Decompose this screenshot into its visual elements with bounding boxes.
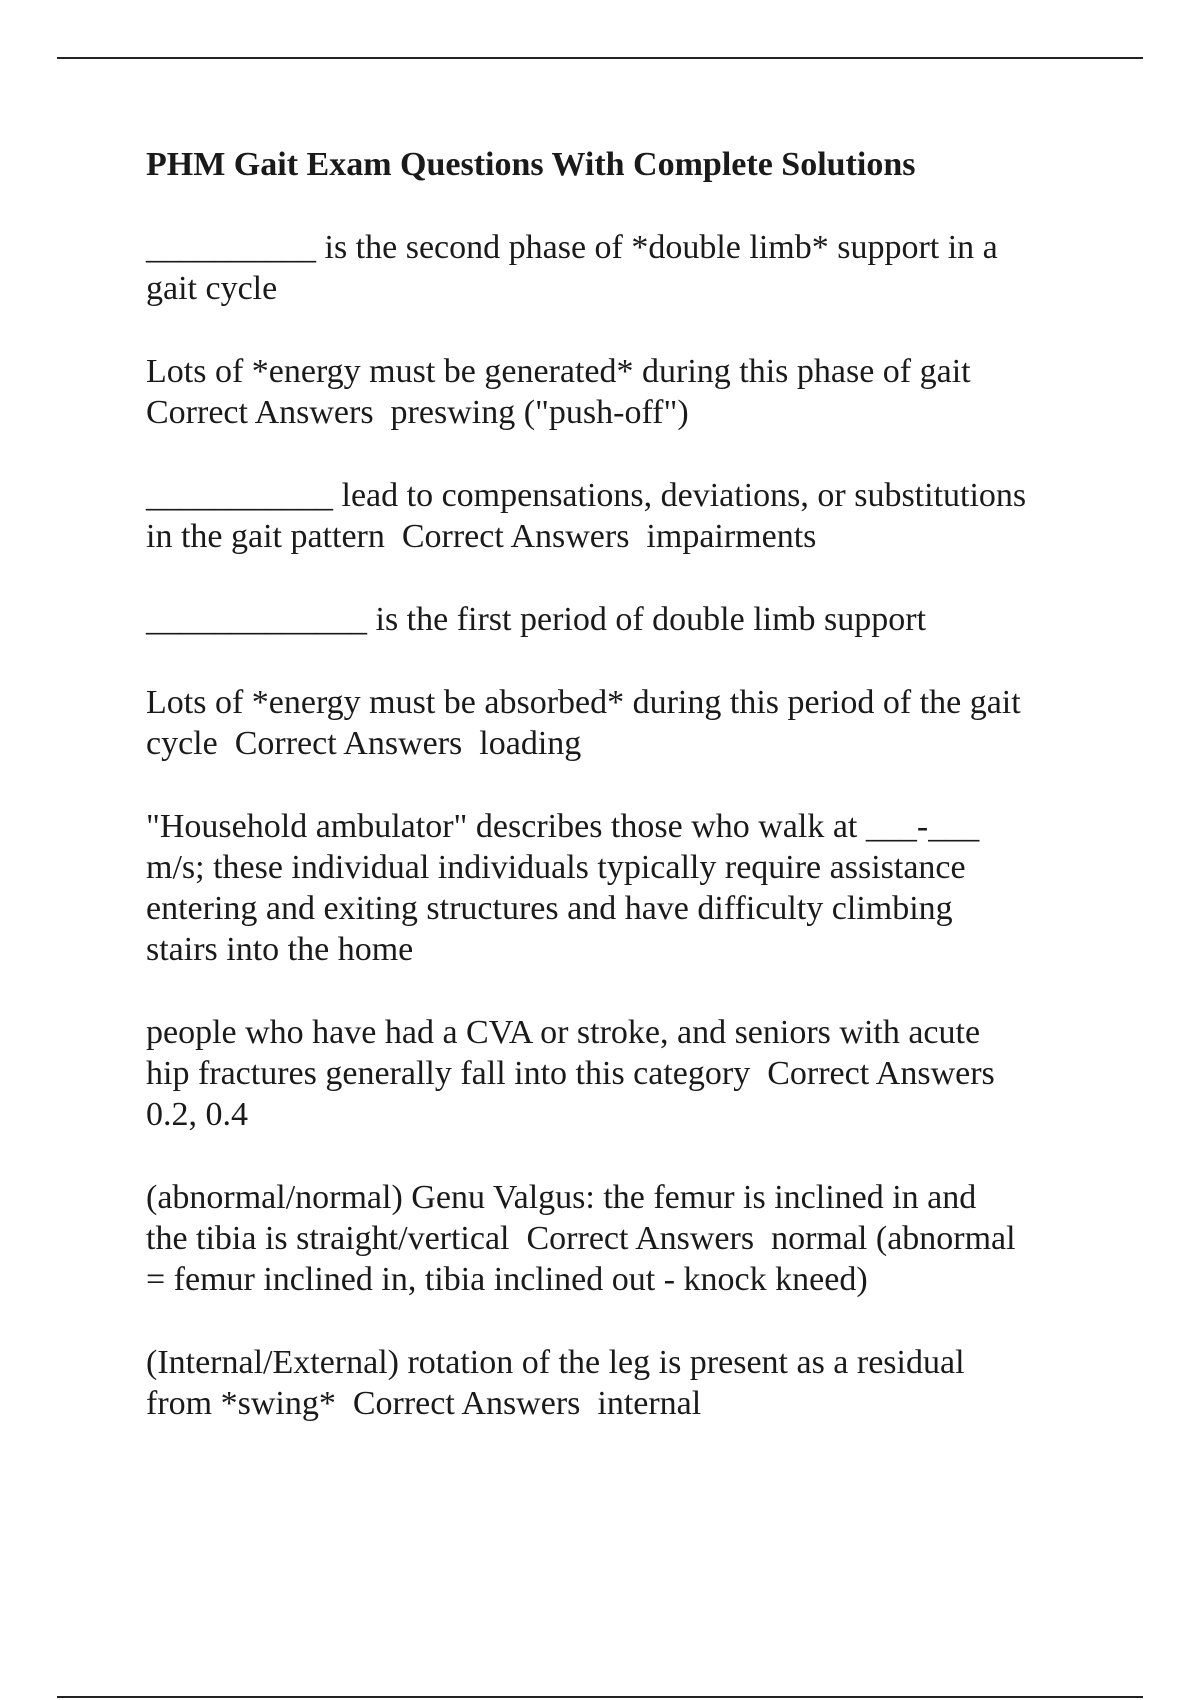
top-divider [57, 57, 1143, 59]
text-line: Lots of *energy must be absorbed* during this period of the gait [146, 684, 1021, 721]
bottom-divider [57, 1696, 1143, 1698]
qa-paragraph [146, 599, 1096, 640]
text-line: _____________ is the first period of double limb support [146, 601, 927, 638]
text-line: Lots of *energy must be generated* during this phase of gait [146, 353, 971, 390]
text-line: "Household ambulator" describes those who walk at ___-___ [146, 808, 980, 845]
qa-paragraph [146, 1177, 1096, 1300]
text-line: ___________ lead to compensations, deviations, or substitutions [146, 477, 1027, 514]
document-body [146, 145, 1096, 1466]
text-line: __________ is the second phase of *double limb* support in a [146, 229, 998, 266]
qa-paragraph [146, 1012, 1096, 1135]
text-line: gait cycle [146, 270, 278, 307]
text-line: people who have had a CVA or stroke, and seniors with acute [146, 1014, 981, 1051]
text-line: = femur inclined in, tibia inclined out - knock kneed) [146, 1261, 868, 1298]
text-line: m/s; these individual individuals typically require assistance [146, 849, 966, 886]
text-line: stairs into the home [146, 931, 414, 968]
qa-paragraph [146, 806, 1096, 970]
text-line: in the gait pattern Correct Answers impairments [146, 518, 817, 555]
text-line: (abnormal/normal) Genu Valgus: the femur is inclined in and [146, 1179, 977, 1216]
qa-paragraph [146, 682, 1096, 764]
text-line: 0.2, 0.4 [146, 1096, 248, 1133]
qa-paragraph [146, 475, 1096, 557]
text-line: hip fractures generally fall into this category Correct Answers [146, 1055, 995, 1092]
qa-paragraph [146, 1342, 1096, 1424]
qa-paragraph [146, 351, 1096, 433]
document-title: PHM Gait Exam Questions With Complete Solutions [146, 146, 916, 183]
qa-paragraph [146, 227, 1096, 309]
text-line: the tibia is straight/vertical Correct Answers normal (abnormal [146, 1220, 1016, 1257]
text-line: (Internal/External) rotation of the leg is present as a residual [146, 1344, 965, 1381]
text-line: Correct Answers preswing ("push-off") [146, 394, 689, 431]
text-line: entering and exiting structures and have difficulty climbing [146, 890, 953, 927]
text-line: cycle Correct Answers loading [146, 725, 582, 762]
text-line: from *swing* Correct Answers internal [146, 1385, 702, 1422]
